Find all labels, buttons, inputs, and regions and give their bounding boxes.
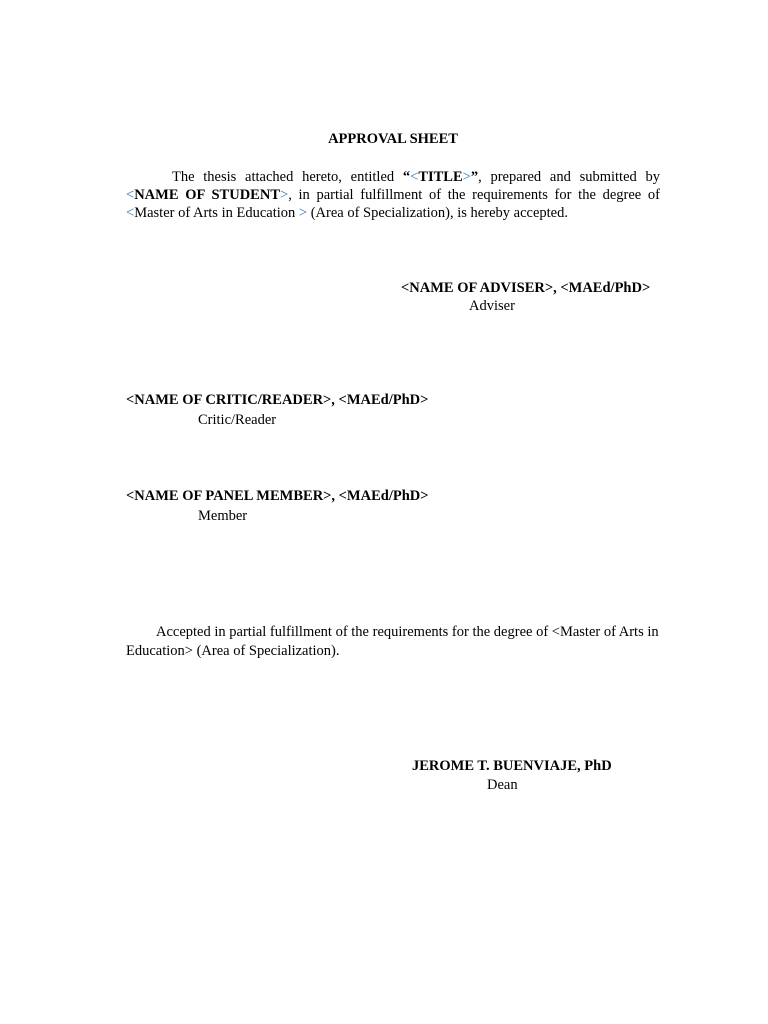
- adviser-role: Adviser: [469, 298, 515, 314]
- quote-close: ”: [470, 169, 479, 185]
- adviser-name: <NAME OF ADVISER>, <MAEd/PhD>: [401, 280, 651, 296]
- intro-text-4: (Area of Specialization), is hereby accepted.: [307, 205, 568, 221]
- dean-role: Dean: [487, 777, 518, 793]
- student-bracket-close: >: [280, 187, 289, 203]
- dean-name: JEROME T. BUENVIAJE, PhD: [412, 758, 612, 774]
- degree-placeholder: Master of Arts in Education: [134, 205, 299, 221]
- acceptance-paragraph: [126, 623, 660, 661]
- student-bracket-open: <: [126, 187, 135, 203]
- title-placeholder: TITLE: [418, 169, 463, 185]
- document-title: APPROVAL SHEET: [328, 131, 458, 147]
- title-bracket-close: >: [462, 169, 471, 185]
- student-placeholder: NAME OF STUDENT: [134, 187, 280, 203]
- degree-bracket-close: >: [298, 205, 308, 221]
- critic-reader-role: Critic/Reader: [198, 412, 277, 428]
- critic-reader-name: <NAME OF CRITIC/READER>, <MAEd/PhD>: [126, 392, 429, 408]
- intro-text-1: The thesis attached hereto, entitled: [172, 169, 403, 185]
- panel-member-name: <NAME OF PANEL MEMBER>, <MAEd/PhD>: [126, 488, 429, 504]
- intro-text-3: , in partial fulfillment of the requirements for the degree of: [288, 187, 661, 203]
- acceptance-text: Accepted in partial fulfillment of the requirements for the degree of <Master of Arts in Education> (Area of Specialization).: [126, 624, 659, 659]
- degree-bracket-open: <: [126, 205, 135, 221]
- intro-text-2: , prepared and submitted by: [478, 169, 660, 185]
- title-bracket-open: <: [410, 169, 419, 185]
- panel-member-role: Member: [198, 508, 248, 524]
- quote-open: “: [402, 169, 411, 185]
- intro-paragraph: [126, 168, 660, 222]
